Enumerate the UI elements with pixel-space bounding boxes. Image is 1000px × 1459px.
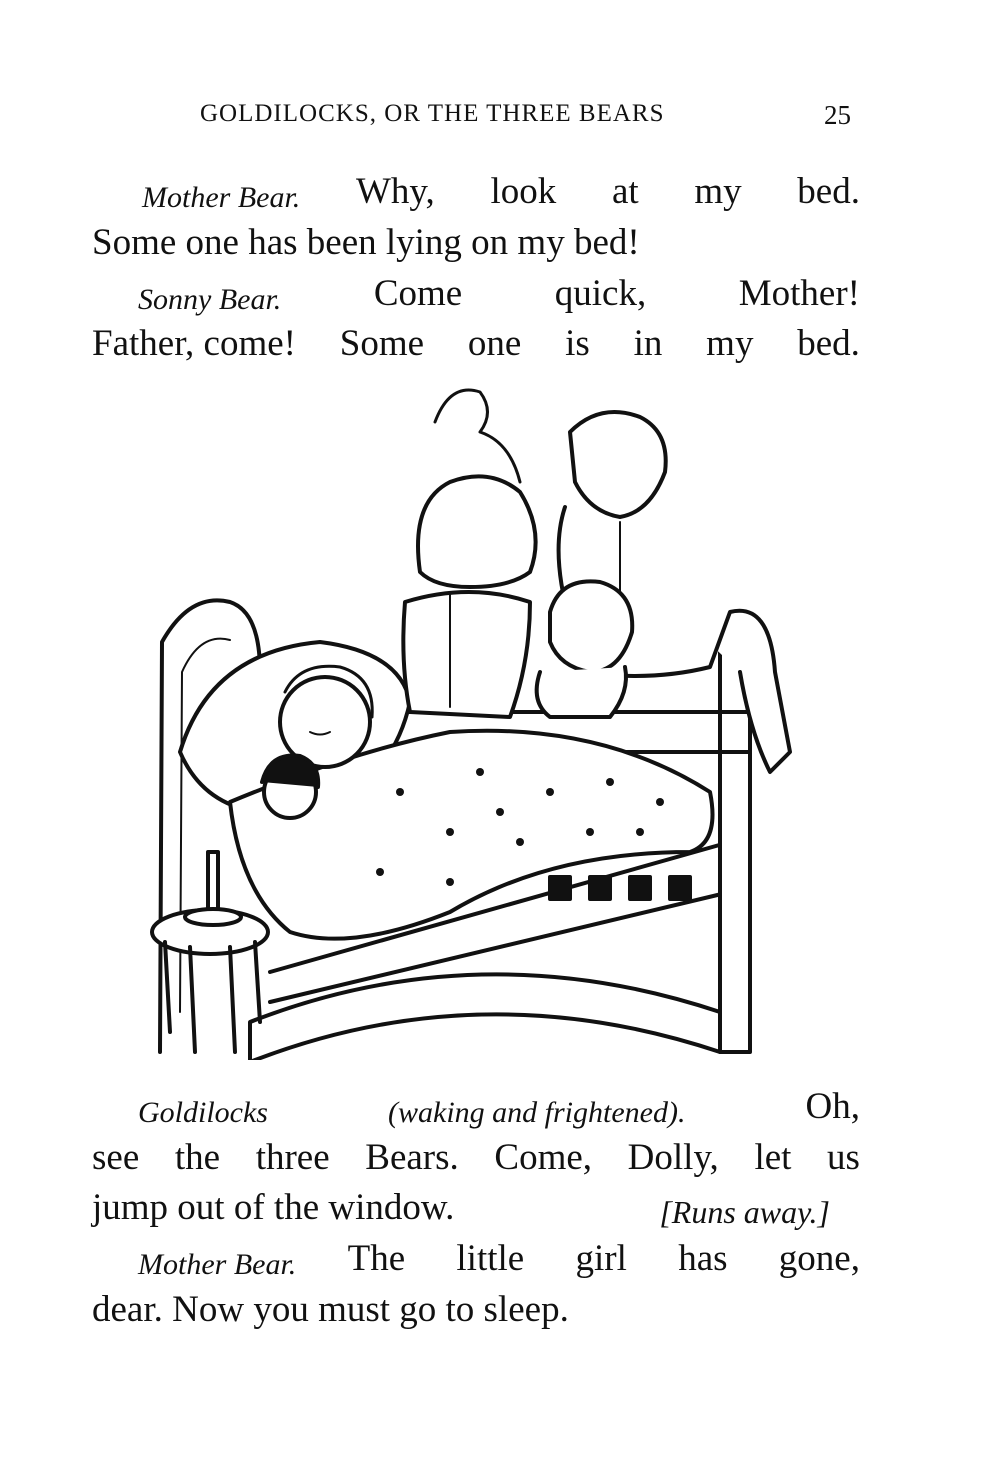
stage-direction-runs-away: [Runs away.] <box>659 1194 830 1230</box>
p4-line1 <box>92 1237 860 1287</box>
word: one <box>467 323 522 364</box>
p1-line1 <box>92 170 860 220</box>
word: in <box>633 323 663 364</box>
p2-line2 <box>92 322 860 366</box>
speaker-mother-bear-2: Mother Bear. <box>138 1248 297 1281</box>
word: at <box>611 171 639 212</box>
word: little <box>456 1238 525 1279</box>
word: has <box>678 1238 728 1279</box>
p3-line3 <box>92 1186 830 1234</box>
word: Come <box>373 273 463 314</box>
word: is <box>565 323 590 364</box>
page-number: 25 <box>824 100 851 130</box>
line-text: jump out of the window. <box>92 1187 455 1228</box>
running-head: GOLDILOCKS, OR THE THREE BEARS <box>200 100 665 127</box>
speaker-sonny-bear: Sonny Bear. <box>138 283 282 316</box>
word: three <box>255 1137 330 1178</box>
p3-line2 <box>92 1136 860 1180</box>
word: the <box>174 1137 221 1178</box>
p2-line1 <box>92 272 860 322</box>
word: look <box>490 171 557 212</box>
stage-direction: (waking and frightened). <box>388 1096 686 1129</box>
word: Mother! <box>738 273 860 314</box>
word: bed. <box>797 323 860 364</box>
word: see <box>92 1137 140 1178</box>
word: Father, come! <box>92 323 296 364</box>
speaker-mother-bear: Mother Bear. <box>142 181 301 214</box>
word: my <box>706 323 754 364</box>
word: Oh, <box>805 1086 860 1127</box>
word: us <box>827 1137 860 1178</box>
word: bed. <box>797 171 860 212</box>
word: Some <box>339 323 425 364</box>
speaker-goldilocks: Goldilocks <box>138 1096 268 1129</box>
word: quick, <box>554 273 647 314</box>
word: The <box>347 1238 406 1279</box>
word: gone, <box>778 1238 860 1279</box>
three-bears-bed-illustration <box>150 372 810 1060</box>
word: let <box>754 1137 792 1178</box>
word: Come, <box>494 1137 593 1178</box>
word: Bears. <box>365 1137 459 1178</box>
p3-line1 <box>92 1085 860 1135</box>
p4-line2: dear. Now you must go to sleep. <box>92 1289 569 1330</box>
word: Why, <box>356 171 435 212</box>
p1-line2: Some one has been lying on my bed! <box>92 222 640 263</box>
word: my <box>694 171 742 212</box>
word: Dolly, <box>627 1137 719 1178</box>
word: girl <box>575 1238 627 1279</box>
